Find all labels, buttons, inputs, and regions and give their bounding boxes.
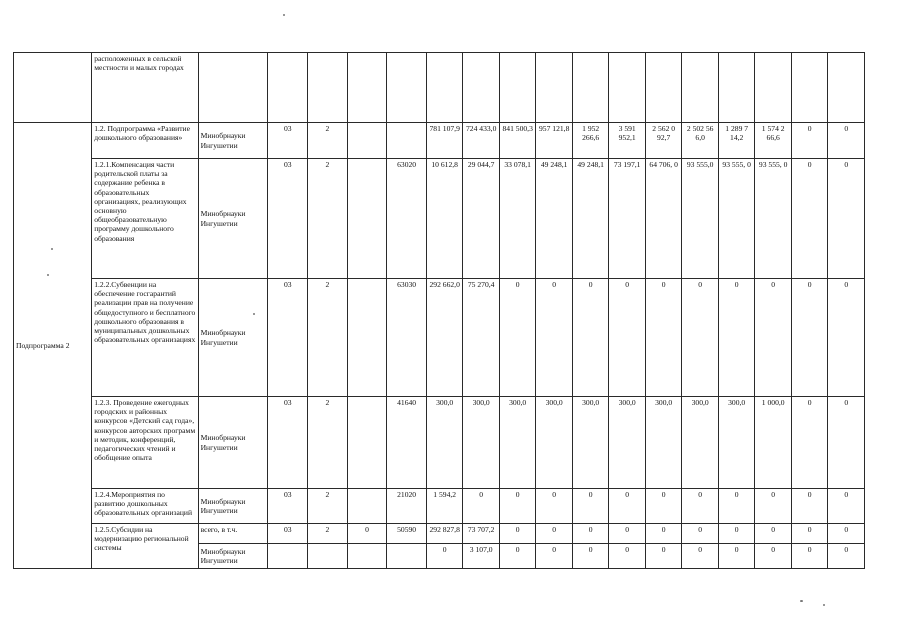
value-cell: 0 xyxy=(682,544,719,569)
value-cell: 0 xyxy=(499,544,536,569)
value-cell: 1 000,0 xyxy=(755,397,792,489)
table-row xyxy=(14,397,865,489)
value-cell: 0 xyxy=(828,279,865,397)
value-cell: 49 248,1 xyxy=(572,159,609,279)
value-cell: 0 xyxy=(828,524,865,544)
executor-cell: Минобрнауки Ингушетии xyxy=(198,544,268,569)
code-cell-c1: 03 xyxy=(268,123,308,159)
value-cell: 75 270,4 xyxy=(463,279,500,397)
value-cell: 0 xyxy=(572,544,609,569)
value-cell: 3 107,0 xyxy=(463,544,500,569)
value-cell: 0 xyxy=(645,279,682,397)
value-cell: 3 591 952,1 xyxy=(609,123,646,159)
value-cell: 300,0 xyxy=(426,397,463,489)
value-cell: 0 xyxy=(718,489,755,524)
code-cell-c1: 03 xyxy=(268,159,308,279)
section-label-cell: Подпрограмма 2 xyxy=(14,123,92,569)
value-cell: 300,0 xyxy=(609,397,646,489)
value-cell: 0 xyxy=(791,397,828,489)
value-cell xyxy=(463,53,500,123)
value-cell: 0 xyxy=(536,544,573,569)
value-cell xyxy=(426,53,463,123)
value-cell: 0 xyxy=(682,489,719,524)
value-cell: 0 xyxy=(499,489,536,524)
code-cell-c4 xyxy=(387,123,427,159)
value-cell: 0 xyxy=(791,489,828,524)
value-cell: 0 xyxy=(572,524,609,544)
value-cell: 0 xyxy=(645,544,682,569)
value-cell: 300,0 xyxy=(682,397,719,489)
item-name-cell: расположенных в сельской местности и малых городах xyxy=(92,53,198,123)
value-cell: 0 xyxy=(499,524,536,544)
code-cell-c2: 2 xyxy=(308,159,348,279)
value-cell xyxy=(828,53,865,123)
code-cell-c1: 03 xyxy=(268,524,308,544)
value-cell: 1 574 2 66,6 xyxy=(755,123,792,159)
value-cell: 300,0 xyxy=(463,397,500,489)
value-cell: 0 xyxy=(755,544,792,569)
value-cell xyxy=(718,53,755,123)
value-cell: 300,0 xyxy=(499,397,536,489)
value-cell: 29 044,7 xyxy=(463,159,500,279)
value-cell: 0 xyxy=(828,544,865,569)
table-row xyxy=(14,489,865,524)
value-cell: 0 xyxy=(718,544,755,569)
value-cell: 0 xyxy=(463,489,500,524)
value-cell: 0 xyxy=(755,279,792,397)
scan-speck xyxy=(253,313,255,315)
value-cell xyxy=(791,53,828,123)
value-cell: 0 xyxy=(536,524,573,544)
code-cell-c1 xyxy=(268,544,308,569)
executor-cell: Минобрнауки Ингушетии xyxy=(198,489,268,524)
value-cell: 0 xyxy=(682,279,719,397)
value-cell: 0 xyxy=(791,524,828,544)
budget-table xyxy=(13,52,865,569)
value-cell: 93 555, 0 xyxy=(718,159,755,279)
code-cell-c2: 2 xyxy=(308,397,348,489)
code-cell-c3 xyxy=(347,544,387,569)
value-cell: 841 500,3 xyxy=(499,123,536,159)
executor-cell: Минобрнауки Ингушетии xyxy=(198,397,268,489)
value-cell: 1 594,2 xyxy=(426,489,463,524)
code-cell-c4 xyxy=(387,53,427,123)
code-cell-c2: 2 xyxy=(308,279,348,397)
code-cell-c2 xyxy=(308,53,348,123)
value-cell: 0 xyxy=(536,489,573,524)
code-cell-c1: 03 xyxy=(268,489,308,524)
value-cell xyxy=(609,53,646,123)
value-cell: 1 289 7 14,2 xyxy=(718,123,755,159)
value-cell: 0 xyxy=(828,123,865,159)
value-cell: 0 xyxy=(791,279,828,397)
value-cell: 0 xyxy=(791,123,828,159)
value-cell: 33 078,1 xyxy=(499,159,536,279)
value-cell: 0 xyxy=(828,159,865,279)
scan-speck xyxy=(283,14,285,16)
code-cell-c3: 0 xyxy=(347,524,387,544)
code-cell-c3 xyxy=(347,123,387,159)
value-cell: 0 xyxy=(609,279,646,397)
value-cell: 0 xyxy=(755,489,792,524)
value-cell: 781 107,9 xyxy=(426,123,463,159)
code-cell-c4: 63030 xyxy=(387,279,427,397)
item-name-cell: 1.2.2.Субвенции на обеспечение госгарантий реализации прав на получение общедоступного и бесплатного дошкольного образования в муниципальных дошкольных образовательных организациях xyxy=(92,279,198,397)
value-cell: 300,0 xyxy=(572,397,609,489)
executor-cell: всего, в т.ч. xyxy=(198,524,268,544)
value-cell: 0 xyxy=(791,544,828,569)
table-row xyxy=(14,279,865,397)
item-name-cell: 1.2.5.Субсидии на модернизацию региональной системы xyxy=(92,524,198,569)
executor-cell xyxy=(198,53,268,123)
value-cell xyxy=(645,53,682,123)
code-cell-c1 xyxy=(268,53,308,123)
value-cell: 73 707,2 xyxy=(463,524,500,544)
table-row xyxy=(14,524,865,544)
executor-cell: Минобрнауки Ингушетии xyxy=(198,123,268,159)
value-cell: 0 xyxy=(645,524,682,544)
value-cell: 73 197,1 xyxy=(609,159,646,279)
value-cell: 10 612,8 xyxy=(426,159,463,279)
code-cell-c2: 2 xyxy=(308,489,348,524)
value-cell: 0 xyxy=(572,489,609,524)
code-cell-c2 xyxy=(308,544,348,569)
item-name-cell: 1.2.3. Проведение ежегодных городских и районных конкурсов «Детский сад года», конкурсов авторских программ и методик, конференций, педагогических чтений и обобщение опыта xyxy=(92,397,198,489)
code-cell-c3 xyxy=(347,53,387,123)
code-cell-c4: 63020 xyxy=(387,159,427,279)
code-cell-c1: 03 xyxy=(268,279,308,397)
value-cell: 300,0 xyxy=(536,397,573,489)
executor-cell: Минобрнауки Ингушетии xyxy=(198,159,268,279)
value-cell: 0 xyxy=(828,489,865,524)
code-cell-c3 xyxy=(347,397,387,489)
value-cell: 93 555, 0 xyxy=(755,159,792,279)
value-cell: 0 xyxy=(536,279,573,397)
value-cell: 724 433,0 xyxy=(463,123,500,159)
scan-speck xyxy=(51,248,53,250)
code-cell-c3 xyxy=(347,159,387,279)
scan-speck xyxy=(823,604,825,606)
value-cell: 0 xyxy=(499,279,536,397)
value-cell: 0 xyxy=(609,544,646,569)
value-cell: 64 706, 0 xyxy=(645,159,682,279)
item-name-cell: 1.2.4.Мероприятия по развитию дошкольных образовательных организаций xyxy=(92,489,198,524)
value-cell xyxy=(572,53,609,123)
value-cell: 300,0 xyxy=(718,397,755,489)
code-cell-c3 xyxy=(347,279,387,397)
value-cell: 0 xyxy=(791,159,828,279)
value-cell: 0 xyxy=(609,524,646,544)
value-cell: 957 121,8 xyxy=(536,123,573,159)
value-cell: 0 xyxy=(572,279,609,397)
value-cell: 0 xyxy=(828,397,865,489)
value-cell: 300,0 xyxy=(645,397,682,489)
executor-cell: Минобрнауки Ингушетии xyxy=(198,279,268,397)
value-cell xyxy=(536,53,573,123)
table-row xyxy=(14,123,865,159)
value-cell: 292 827,8 xyxy=(426,524,463,544)
item-name-cell: 1.2.1.Компенсация части родительской платы за содержание ребенка в образовательных организациях, реализующих основную общеобразовательную программу дошкольного образования xyxy=(92,159,198,279)
value-cell: 0 xyxy=(682,524,719,544)
code-cell-c2: 2 xyxy=(308,524,348,544)
code-cell-c4 xyxy=(387,544,427,569)
value-cell: 0 xyxy=(609,489,646,524)
table-row xyxy=(14,53,865,123)
code-cell-c4: 21020 xyxy=(387,489,427,524)
value-cell: 0 xyxy=(718,279,755,397)
value-cell: 0 xyxy=(718,524,755,544)
value-cell: 292 662,0 xyxy=(426,279,463,397)
table-row xyxy=(14,159,865,279)
value-cell: 49 248,1 xyxy=(536,159,573,279)
scan-speck xyxy=(800,600,803,602)
item-name-cell: 1.2. Подпрограмма «Развитие дошкольного образования» xyxy=(92,123,198,159)
value-cell: 1 952 266,6 xyxy=(572,123,609,159)
code-cell-c3 xyxy=(347,489,387,524)
code-cell-c1: 03 xyxy=(268,397,308,489)
value-cell xyxy=(755,53,792,123)
value-cell: 0 xyxy=(645,489,682,524)
value-cell xyxy=(499,53,536,123)
code-cell-c4: 50590 xyxy=(387,524,427,544)
code-cell-c2: 2 xyxy=(308,123,348,159)
value-cell xyxy=(682,53,719,123)
value-cell: 2 502 56 6,0 xyxy=(682,123,719,159)
value-cell: 2 562 0 92,7 xyxy=(645,123,682,159)
value-cell: 0 xyxy=(755,524,792,544)
scan-speck xyxy=(47,274,49,276)
value-cell: 0 xyxy=(426,544,463,569)
value-cell: 93 555,0 xyxy=(682,159,719,279)
code-cell-c4: 41640 xyxy=(387,397,427,489)
section-label-cell xyxy=(14,53,92,123)
